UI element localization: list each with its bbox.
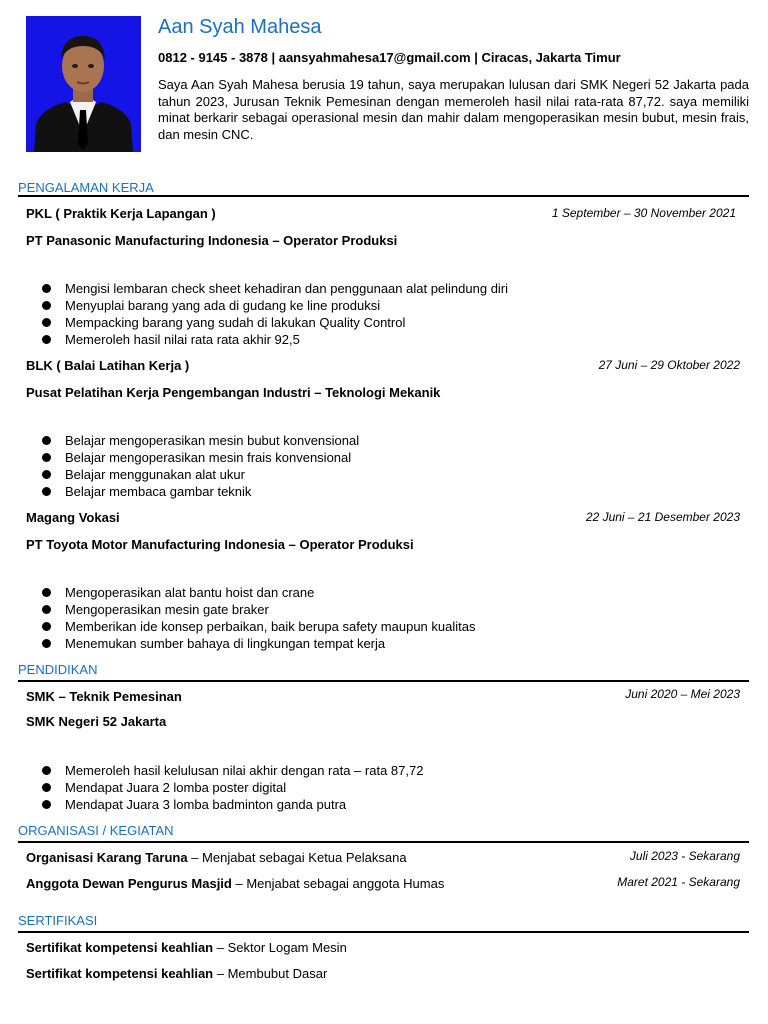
list-item: Mendapat Juara 3 lomba badminton ganda putra — [42, 796, 423, 813]
organization-name: Anggota Dewan Pengurus Masjid — [26, 876, 232, 891]
list-item: Belajar menggunakan alat ukur — [42, 466, 359, 483]
education-program: SMK – Teknik Pemesinan — [26, 689, 182, 704]
section-divider — [18, 841, 749, 843]
section-title-certification: SERTIFIKASI — [18, 913, 98, 928]
section-title-organization: ORGANISASI / KEGIATAN — [18, 823, 174, 838]
profile-summary: Saya Aan Syah Mahesa berusia 19 tahun, saya merupakan lulusan dari SMK Negeri 52 Jakarta pada tahun 2023, Jurusan Teknik Pemesinan dengan memeroleh hasil nilai rata-rata 87,72. saya memiliki minat berkarir sebagai operasional mesin dan mahir dalam mengoperasikan mesin bubut, mesin frais, dan mesin CNC. — [158, 77, 749, 142]
list-item: Belajar mengoperasikan mesin frais konvensional — [42, 449, 359, 466]
list-item: Mendapat Juara 2 lomba poster digital — [42, 779, 423, 796]
organization-entry — [26, 850, 407, 865]
section-title-experience: PENGALAMAN KERJA — [18, 180, 154, 195]
experience-bullet-list — [42, 280, 508, 348]
experience-bullet-list — [42, 584, 475, 652]
experience-date: 27 Juni – 29 Oktober 2022 — [598, 358, 740, 372]
certification-name: Sertifikat kompetensi keahlian — [26, 966, 214, 981]
experience-org: Pusat Pelatihan Kerja Pengembangan Industri – Teknologi Mekanik — [26, 385, 441, 400]
experience-role: Magang Vokasi — [26, 510, 120, 525]
organization-entry — [26, 876, 444, 891]
list-item: Menyuplai barang yang ada di gudang ke line produksi — [42, 297, 508, 314]
list-item: Belajar membaca gambar teknik — [42, 483, 359, 500]
experience-date: 22 Juni – 21 Desember 2023 — [585, 510, 740, 524]
list-item: Memeroleh hasil nilai rata rata akhir 92,5 — [42, 331, 508, 348]
section-divider — [18, 931, 749, 933]
certification-field: – Sektor Logam Mesin — [213, 940, 347, 955]
experience-role: BLK ( Balai Latihan Kerja ) — [26, 358, 190, 373]
candidate-name: Aan Syah Mahesa — [158, 16, 322, 38]
organization-name: Organisasi Karang Taruna — [26, 850, 188, 865]
education-bullet-list — [42, 762, 423, 813]
education-date: Juni 2020 – Mei 2023 — [625, 687, 740, 701]
list-item: Belajar mengoperasikan mesin bubut konvensional — [42, 432, 359, 449]
certification-field: – Membubut Dasar — [213, 966, 328, 981]
experience-org: PT Panasonic Manufacturing Indonesia – Operator Produksi — [26, 233, 398, 248]
organization-date: Juli 2023 - Sekarang — [629, 849, 740, 863]
certification-name: Sertifikat kompetensi keahlian — [26, 940, 214, 955]
section-title-education: PENDIDIKAN — [18, 662, 98, 677]
person-silhouette-icon — [26, 16, 141, 152]
education-school: SMK Negeri 52 Jakarta — [26, 714, 167, 729]
list-item: Memberikan ide konsep perbaikan, baik berupa safety maupun kualitas — [42, 618, 475, 635]
list-item: Mengisi lembaran check sheet kehadiran dan penggunaan alat pelindung diri — [42, 280, 508, 297]
list-item: Menemukan sumber bahaya di lingkungan tempat kerja — [42, 635, 475, 652]
list-item: Mempacking barang yang sudah di lakukan Quality Control — [42, 314, 508, 331]
organization-role: – Menjabat sebagai Ketua Pelaksana — [187, 850, 407, 865]
experience-role: PKL ( Praktik Kerja Lapangan ) — [26, 206, 216, 221]
experience-bullet-list — [42, 432, 359, 500]
organization-date: Maret 2021 - Sekarang — [617, 875, 740, 889]
certification-entry — [26, 966, 327, 981]
section-divider — [18, 680, 749, 682]
list-item: Mengoperasikan alat bantu hoist dan crane — [42, 584, 475, 601]
contact-info: 0812 - 9145 - 3878 | aansyahmahesa17@gmail.com | Ciracas, Jakarta Timur — [158, 50, 621, 65]
section-divider — [18, 195, 749, 197]
organization-role: – Menjabat sebagai anggota Humas — [231, 876, 445, 891]
certification-entry — [26, 940, 347, 955]
experience-date: 1 September – 30 November 2021 — [551, 206, 736, 220]
experience-org: PT Toyota Motor Manufacturing Indonesia – Operator Produksi — [26, 537, 414, 552]
profile-photo — [26, 16, 141, 152]
list-item: Memeroleh hasil kelulusan nilai akhir dengan rata – rata 87,72 — [42, 762, 423, 779]
list-item: Mengoperasikan mesin gate braker — [42, 601, 475, 618]
